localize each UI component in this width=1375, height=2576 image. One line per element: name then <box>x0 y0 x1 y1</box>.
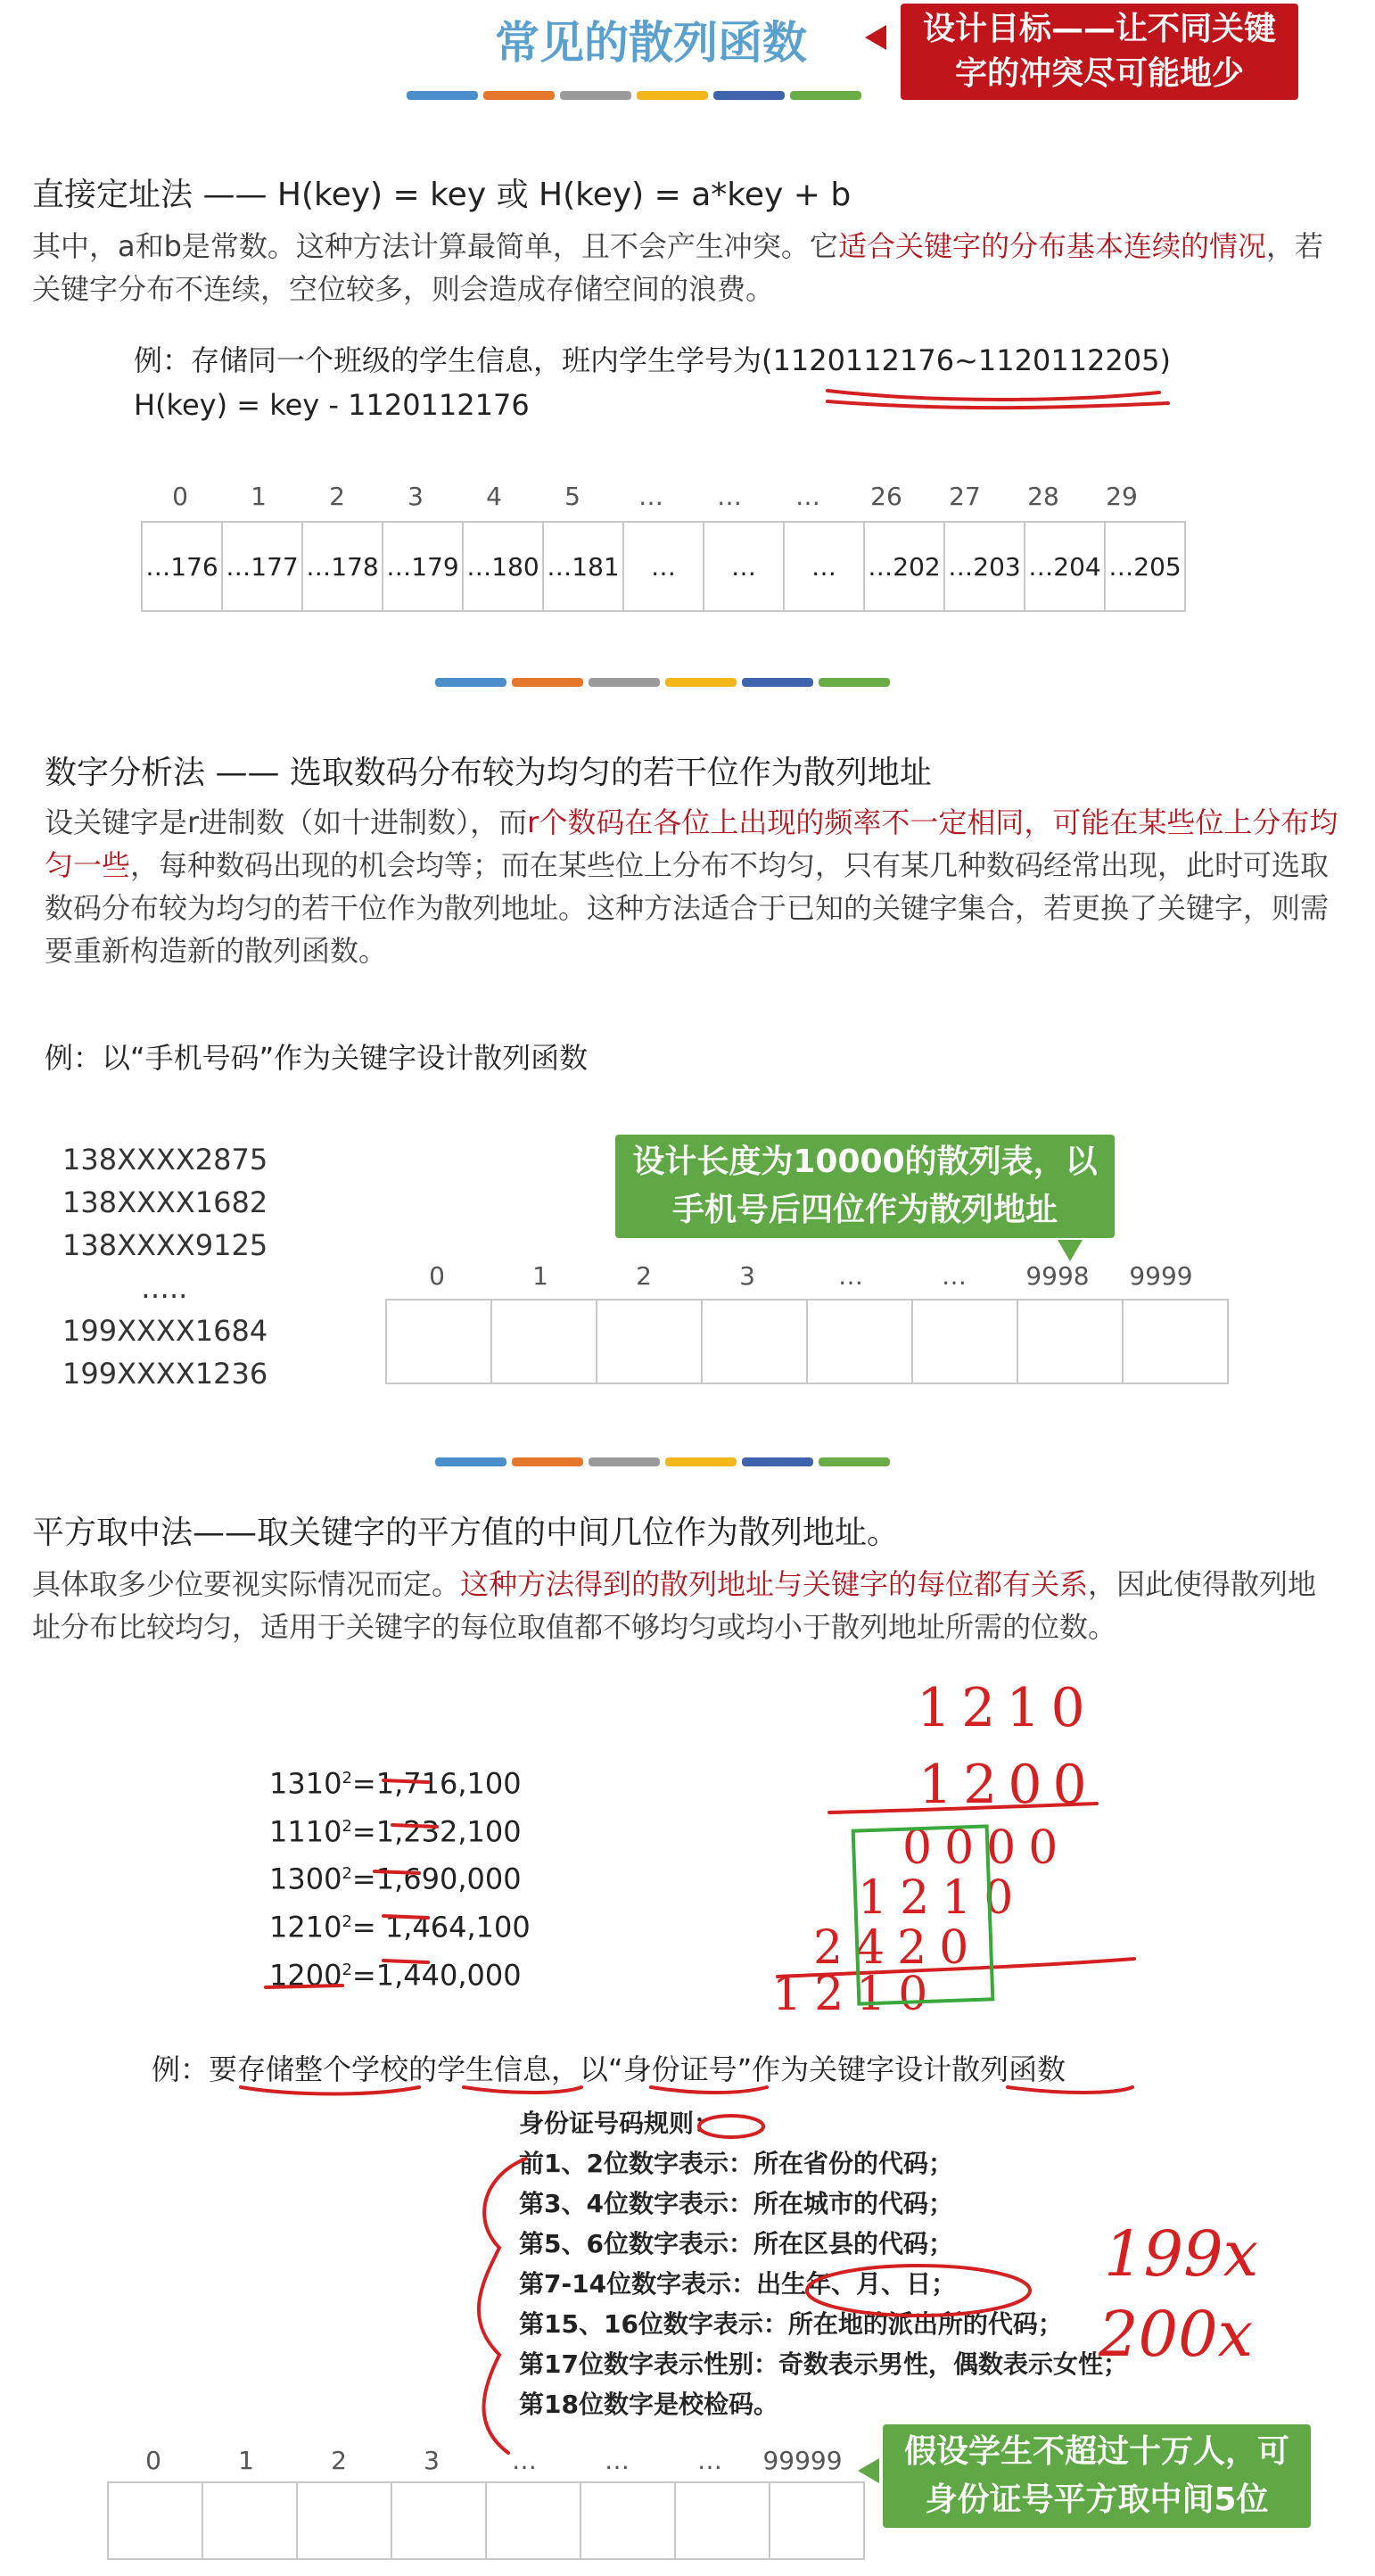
handwritten-partial-row: 0000 <box>902 1821 1071 1875</box>
page-title: 常见的散列函数 <box>495 17 807 69</box>
id-rule: 身份证号码规则： <box>519 2109 720 2138</box>
phone-number: 138XXXX2875 <box>62 1143 268 1177</box>
desc-text: 具体取多少位要视实际情况而定。 <box>32 1567 461 1601</box>
table-index: 0 <box>429 1261 445 1291</box>
table-index: 28 <box>1027 482 1059 511</box>
handwritten-multiplicand: 1210 <box>917 1677 1096 1739</box>
table-cell: …205 <box>1105 522 1185 611</box>
divider-segment <box>713 91 785 100</box>
table-index: 2 <box>331 2446 347 2475</box>
table-cell <box>297 2482 391 2559</box>
table-cell <box>486 2482 580 2559</box>
callout-pointer <box>1058 1240 1083 1261</box>
desc-text: ，若关键字分布不连续，空位较多，则会造成存储空间的浪费。 <box>32 229 1323 306</box>
divider-segment <box>637 91 708 100</box>
square-example <box>269 1757 531 1805</box>
table-index: 1 <box>238 2446 254 2475</box>
handwritten-note: 200x <box>1099 2298 1254 2371</box>
desc-text: 其中，a和b是常数。这种方法计算最简单，且不会产生冲突。它 <box>32 229 838 263</box>
handwritten-partial-row: 1210 <box>772 1968 941 2021</box>
square-example <box>269 1805 531 1854</box>
divider-segment <box>435 678 506 687</box>
table-cell: …176 <box>142 522 222 611</box>
table-cell <box>597 1300 702 1383</box>
table-index: … <box>512 2446 537 2475</box>
table-index: … <box>605 2446 630 2475</box>
table-cell: …202 <box>864 522 944 611</box>
square-base: 1310 <box>269 1766 342 1801</box>
color-divider <box>435 678 890 687</box>
handwritten-partial-row: 1210 <box>858 1871 1026 1925</box>
divider-segment <box>819 1457 890 1466</box>
table-cell: …179 <box>383 522 463 611</box>
square-exponent: 2 <box>342 1769 352 1788</box>
student-count-callout: 假设学生不超过十万人，可身份证号平方取中间5位 <box>883 2424 1311 2528</box>
table-index: 26 <box>870 482 902 511</box>
table-index: 4 <box>486 482 502 511</box>
square-base: 1110 <box>269 1814 342 1849</box>
table-index: 0 <box>172 482 188 511</box>
mid-square-heading: 平方取中法——取关键字的平方值的中间几位作为散列地址。 <box>32 1515 900 1551</box>
table-index: 1 <box>532 1261 548 1291</box>
example-student-id: 例：存储同一个班级的学生信息，班内学生学号为(1120112176~1120112205) <box>134 343 1171 377</box>
desc-highlight: 适合关键字的分布基本连续的情况 <box>837 229 1266 263</box>
hash-table-indexes <box>107 2446 849 2475</box>
id-number-rules <box>519 2103 1128 2424</box>
table-index: 29 <box>1106 482 1138 511</box>
desc-text: ，每种数码出现的机会均等；而在某些位上分布不均匀，只有某几种数码经常出现，此时可选取数码分布较为均匀的若干位作为散列地址。这种方法适合于已知的关键字集合，若更换了关键字，则需要重新构造新的散列函数。 <box>45 848 1330 968</box>
digit-analysis-heading: 数字分析法 —— 选取数码分布较为均匀的若干位作为散列地址 <box>45 755 932 791</box>
square-exponent: 2 <box>342 1960 352 1979</box>
color-divider <box>435 1457 890 1466</box>
table-index: 3 <box>408 482 424 511</box>
divider-segment <box>407 91 478 100</box>
divider-segment <box>512 678 583 687</box>
divider-segment <box>819 678 890 687</box>
desc-text: ，因此使得散列地址分布比较均匀，适用于关键字的每位取值都不够均匀或均小于散列地址所需的位数。 <box>32 1567 1317 1644</box>
square-result: =1,232,100 <box>351 1814 522 1849</box>
phone-number: 199XXXX1684 <box>62 1314 268 1348</box>
example-id-number: 例：要存储整个学校的学生信息，以“身份证号”作为关键字设计散列函数 <box>152 2052 1066 2086</box>
mid-square-description <box>32 1563 1343 1648</box>
phone-number: 199XXXX1236 <box>62 1357 268 1391</box>
desc-highlight: 这种方法得到的散列地址与关键字的每位都有关系 <box>460 1567 1089 1601</box>
handwritten-partial-row: 2420 <box>813 1921 982 1975</box>
square-examples <box>269 1757 531 1996</box>
id-rule: 第18位数字是校检码。 <box>519 2390 778 2419</box>
divider-segment <box>742 678 813 687</box>
digit-analysis-description <box>45 801 1346 972</box>
phone-number: 138XXXX1682 <box>62 1185 268 1219</box>
table-cell: …203 <box>944 522 1025 611</box>
callout-pointer <box>858 2458 879 2483</box>
id-rule: 第17位数字表示性别：奇数表示男性，偶数表示女性； <box>519 2349 1128 2379</box>
table-index: 0 <box>145 2446 161 2475</box>
square-result: =1,690,000 <box>351 1862 522 1896</box>
square-result: =1,440,000 <box>351 1958 522 1993</box>
table-cell <box>807 1300 912 1383</box>
desc-highlight: r个数码在各位上出现的频率不一定相同，可能在某些位上分布均匀一些 <box>45 805 1338 882</box>
square-result: =1,716,100 <box>351 1766 522 1801</box>
divider-segment <box>435 1457 506 1466</box>
hash-table-phone <box>385 1299 1229 1384</box>
desc-text: 设关键字是r进制数（如十进制数），而 <box>45 805 528 839</box>
table-cell: … <box>704 522 784 611</box>
square-base: 1300 <box>269 1862 342 1896</box>
table-index: 2 <box>636 1261 652 1291</box>
table-index: 3 <box>739 1261 755 1291</box>
table-index: … <box>717 482 742 511</box>
id-rule: 第5、6位数字表示：所在区县的代码； <box>519 2229 953 2258</box>
square-base: 1210 <box>269 1910 342 1944</box>
table-cell <box>580 2482 675 2559</box>
square-exponent: 2 <box>342 1864 352 1884</box>
table-cell <box>1123 1300 1228 1383</box>
handwritten-multiplier: 1200 <box>918 1754 1098 1816</box>
table-cell <box>108 2482 202 2559</box>
square-exponent: 2 <box>342 1911 352 1931</box>
divider-segment <box>560 91 631 100</box>
table-cell <box>391 2482 486 2559</box>
divider-segment <box>483 91 555 100</box>
direct-addressing-heading: 直接定址法 —— H(key) = key 或 H(key) = a*key + b <box>32 177 852 213</box>
divider-segment <box>589 1457 660 1466</box>
table-cell <box>1017 1300 1123 1383</box>
table-cell: … <box>784 522 864 611</box>
table-index: 5 <box>564 482 580 511</box>
table-cell <box>675 2482 770 2559</box>
table-cell: …177 <box>222 522 302 611</box>
hash-table-size-callout: 设计长度为10000的散列表，以手机号后四位作为散列地址 <box>615 1135 1115 1238</box>
table-cell <box>770 2482 864 2559</box>
underline-mark <box>827 391 1159 400</box>
hash-table-indexes <box>141 482 1161 511</box>
table-index: 9999 <box>1129 1261 1193 1291</box>
table-cell <box>912 1300 1017 1383</box>
table-index: 2 <box>329 482 345 511</box>
table-cell: …181 <box>543 522 623 611</box>
design-goal-callout: 设计目标——让不同关键字的冲突尽可能地少 <box>901 4 1298 100</box>
handwritten-note: 199x <box>1104 2217 1259 2291</box>
table-index: … <box>942 1261 967 1291</box>
square-example <box>269 1901 531 1949</box>
table-index: 3 <box>424 2446 440 2475</box>
divider-segment <box>512 1457 583 1466</box>
table-cell <box>386 1300 491 1383</box>
callout-pointer <box>865 25 886 50</box>
table-index: 99999 <box>762 2446 843 2475</box>
example-phone-number: 例：以“手机号码”作为关键字设计散列函数 <box>45 1041 589 1075</box>
id-rule: 前1、2位数字表示：所在省份的代码； <box>519 2149 953 2178</box>
example-hash-formula: H(key) = key - 1120112176 <box>134 388 530 422</box>
table-index: … <box>838 1261 863 1291</box>
phone-number-list <box>62 1138 268 1395</box>
divider-segment <box>589 678 660 687</box>
table-index: … <box>795 482 820 511</box>
square-example <box>269 1949 531 1997</box>
direct-addressing-description <box>32 225 1343 310</box>
table-cell <box>491 1300 597 1383</box>
color-divider <box>407 91 861 100</box>
table-cell: …178 <box>302 522 383 611</box>
divider-segment <box>742 1457 813 1466</box>
square-exponent: 2 <box>342 1816 352 1836</box>
table-index: 9998 <box>1025 1261 1090 1291</box>
hash-table-student <box>107 2481 865 2560</box>
id-rule: 第3、4位数字表示：所在城市的代码； <box>519 2189 953 2218</box>
table-cell <box>702 1300 807 1383</box>
table-index: 1 <box>251 482 267 511</box>
table-cell: … <box>623 522 704 611</box>
square-example <box>269 1853 531 1901</box>
phone-number: 138XXXX9125 <box>62 1228 268 1262</box>
divider-segment <box>665 1457 737 1466</box>
table-index: … <box>638 482 663 511</box>
underline-mark <box>827 401 1168 408</box>
hash-table-direct <box>141 521 1186 612</box>
divider-segment <box>665 678 737 687</box>
table-cell <box>202 2482 297 2559</box>
table-cell: …204 <box>1025 522 1105 611</box>
table-index: … <box>697 2446 722 2475</box>
id-rule: 第15、16位数字表示：所在地的派出所的代码； <box>519 2309 1063 2339</box>
square-result: = 1,464,100 <box>351 1910 531 1944</box>
id-rule: 第7-14位数字表示：出生年、月、日； <box>519 2269 957 2299</box>
hash-table-indexes <box>385 1261 1213 1291</box>
table-index: 27 <box>949 482 981 511</box>
divider-segment <box>790 91 861 100</box>
table-cell: …180 <box>463 522 543 611</box>
phone-number: ….. <box>141 1271 188 1305</box>
square-base: 1200 <box>269 1958 342 1993</box>
